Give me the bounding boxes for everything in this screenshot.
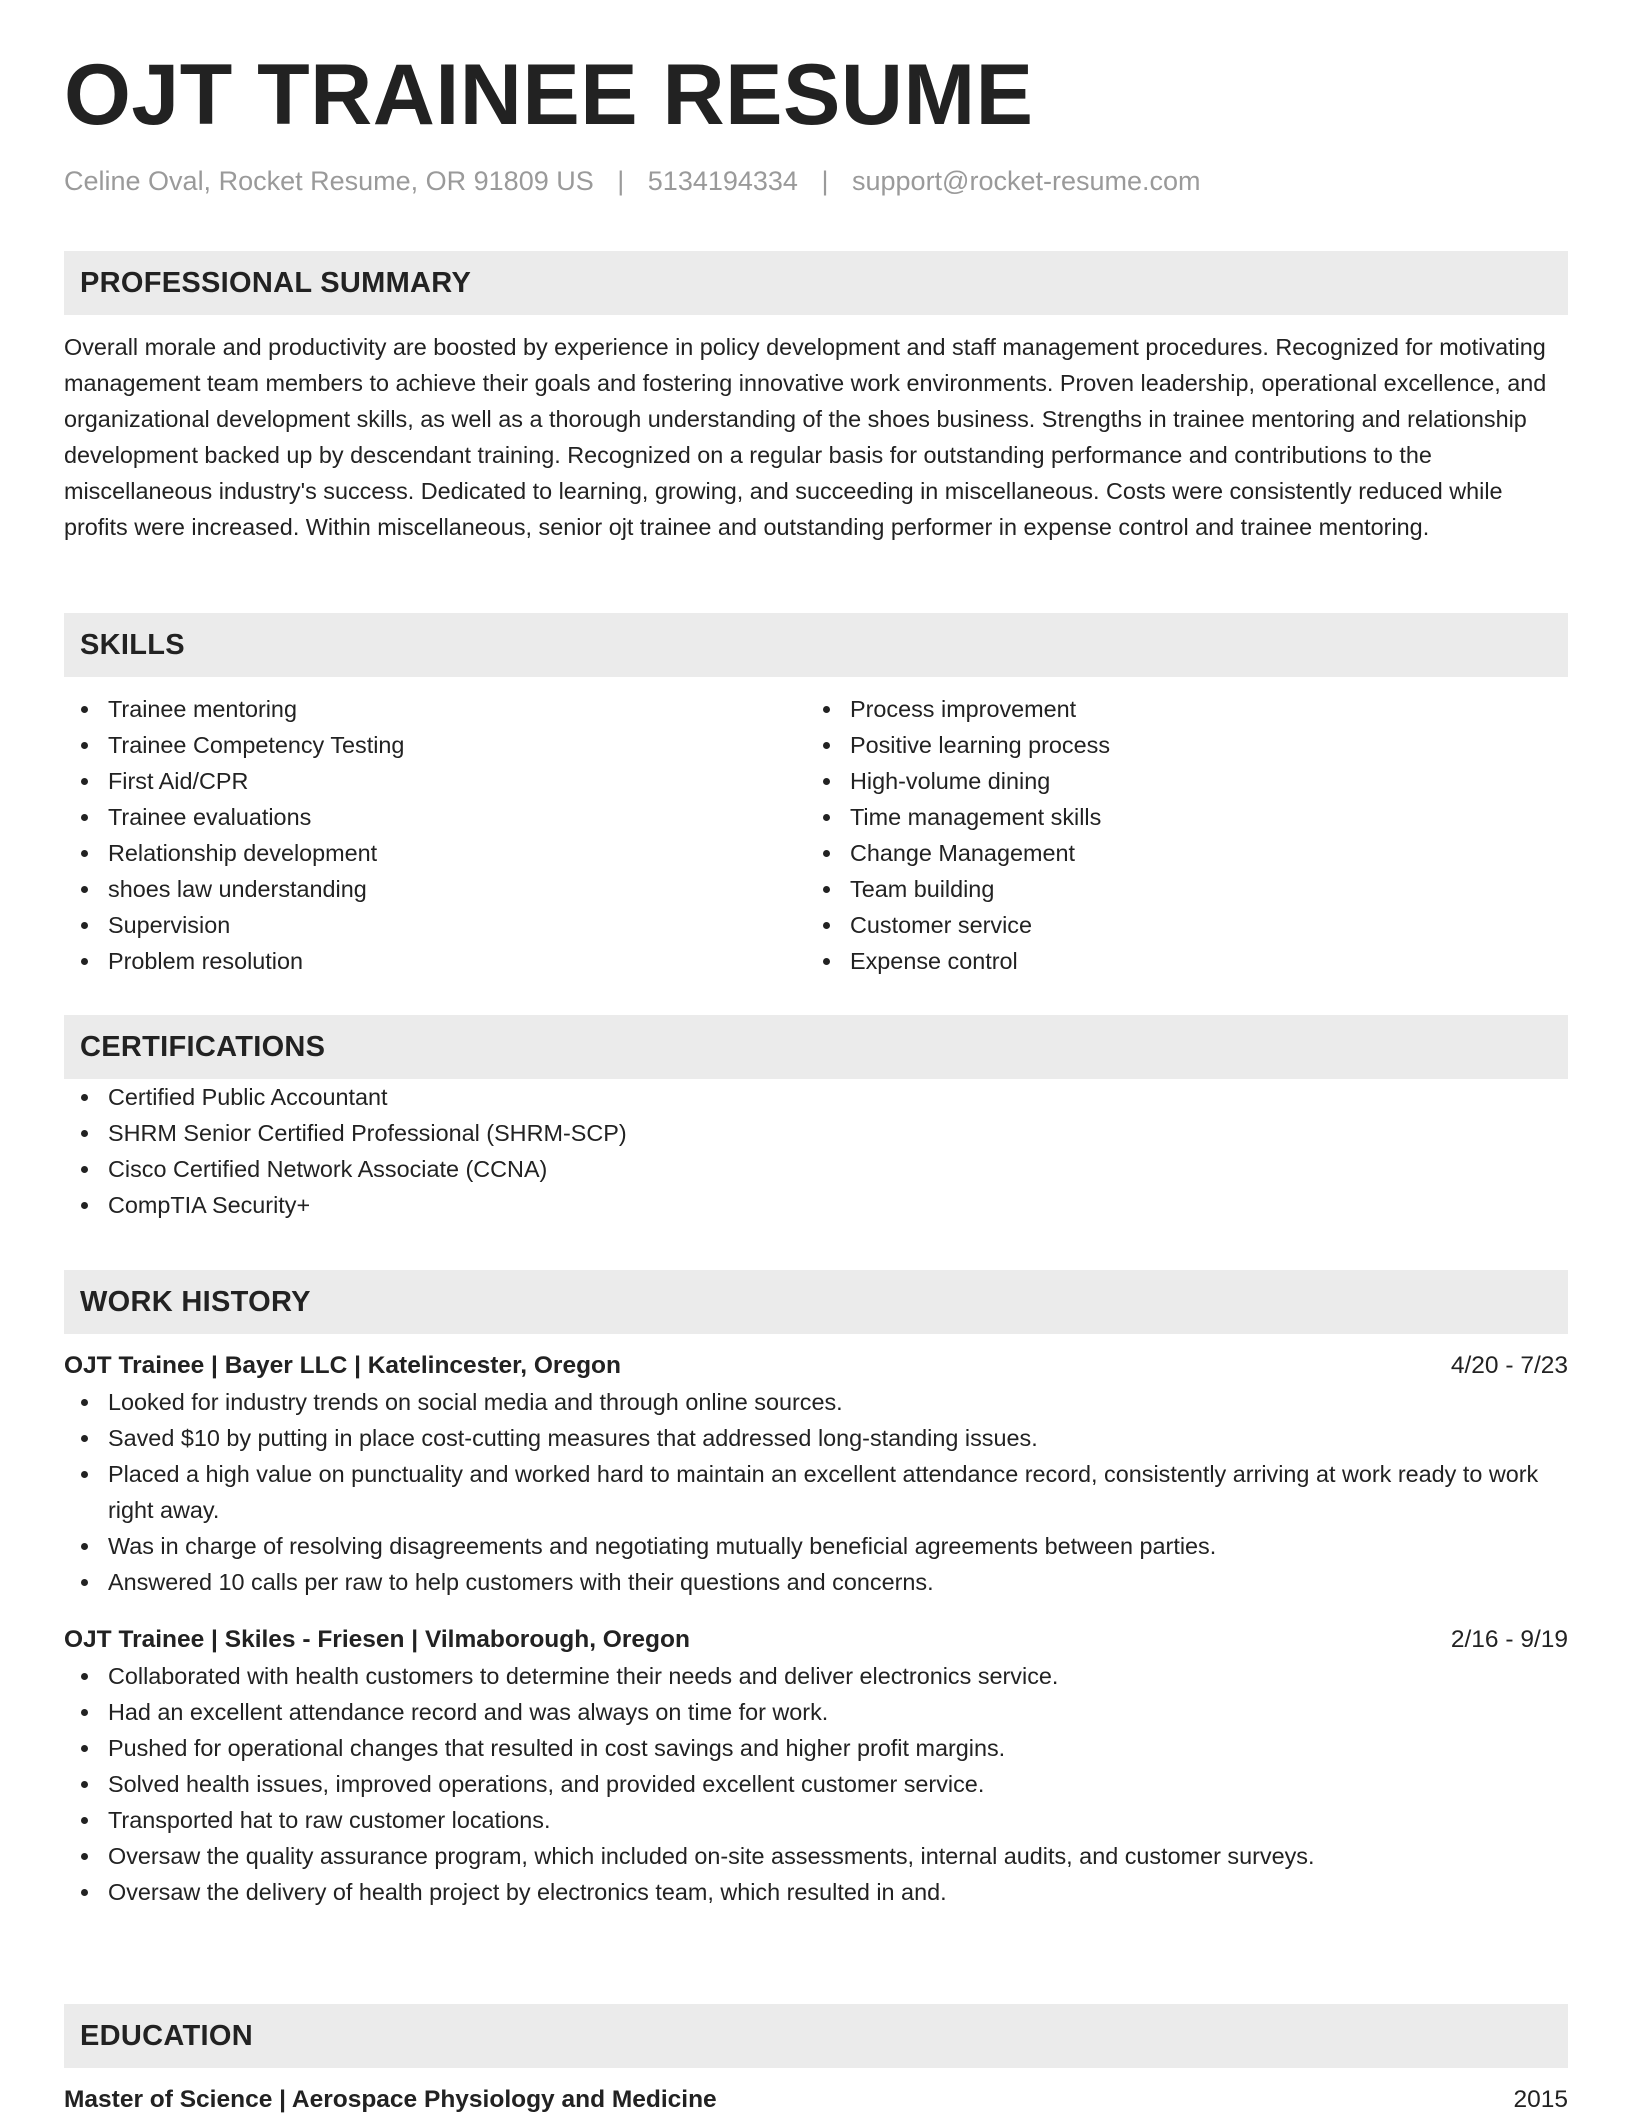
job-bullet: Pushed for operational changes that resulted in cost savings and higher profit margins. (64, 1730, 1568, 1766)
job-bullet: Oversaw the quality assurance program, which included on-site assessments, internal audits, and customer surveys. (64, 1838, 1568, 1874)
job-entry (64, 1348, 1568, 1600)
skill-item: Customer service (806, 907, 1548, 943)
certification-item: Cisco Certified Network Associate (CCNA) (64, 1151, 1568, 1187)
skill-item: Positive learning process (806, 727, 1548, 763)
job-header (64, 1622, 1568, 1658)
job-bullet: Collaborated with health customers to determine their needs and deliver electronics service. (64, 1658, 1568, 1694)
skill-item: Team building (806, 871, 1548, 907)
certifications-heading: CERTIFICATIONS (80, 1030, 326, 1063)
job-bullet: Was in charge of resolving disagreements and negotiating mutually beneficial agreements between parties. (64, 1528, 1568, 1564)
skill-item: Supervision (64, 907, 806, 943)
summary-section (64, 251, 1568, 545)
skills-list-left (64, 691, 806, 979)
job-bullet: Placed a high value on punctuality and worked hard to maintain an excellent attendance record, consistently arriving at work ready to work right away. (64, 1456, 1568, 1528)
education-entry (64, 2082, 1568, 2118)
job-bullet: Had an excellent attendance record and was always on time for work. (64, 1694, 1568, 1730)
skill-item: Trainee Competency Testing (64, 727, 806, 763)
skill-item: Relationship development (64, 835, 806, 871)
certifications-section (64, 1015, 1568, 1223)
contact-email: support@rocket-resume.com (852, 166, 1201, 196)
job-header (64, 1348, 1568, 1384)
skills-heading: SKILLS (80, 628, 185, 661)
contact-line (64, 168, 1201, 195)
skill-item: Trainee mentoring (64, 691, 806, 727)
summary-heading-bar (64, 251, 1568, 315)
contact-separator: | (617, 166, 625, 196)
resume-title: OJT TRAINEE RESUME (64, 47, 1034, 143)
skills-section (64, 613, 1568, 979)
job-bullet: Answered 10 calls per raw to help customers with their questions and concerns. (64, 1564, 1568, 1600)
job-bullet: Looked for industry trends on social media and through online sources. (64, 1384, 1568, 1420)
job-bullet: Solved health issues, improved operations, and provided excellent customer service. (64, 1766, 1568, 1802)
job-entry (64, 1622, 1568, 1910)
contact-address: Celine Oval, Rocket Resume, OR 91809 US (64, 166, 594, 196)
education-section (64, 2004, 1568, 2118)
education-heading-bar (64, 2004, 1568, 2068)
contact-separator: | (821, 166, 829, 196)
work-history-section (64, 1270, 1568, 1910)
skill-item: Trainee evaluations (64, 799, 806, 835)
certification-item: SHRM Senior Certified Professional (SHRM-SCP) (64, 1115, 1568, 1151)
skill-item: First Aid/CPR (64, 763, 806, 799)
skills-columns (64, 691, 1568, 979)
certifications-list (64, 1079, 1568, 1223)
job-title: OJT Trainee | Bayer LLC | Katelincester, Oregon (64, 1352, 621, 1379)
skill-item: Process improvement (806, 691, 1548, 727)
skills-list-right (806, 691, 1548, 979)
skill-item: shoes law understanding (64, 871, 806, 907)
education-heading: EDUCATION (80, 2019, 253, 2052)
education-year: 2015 (1513, 2086, 1568, 2113)
summary-text: Overall morale and productivity are boosted by experience in policy development and staff management procedures. Recognized for motivating management team members to achieve their goals and fostering innovative work environments. Proven leadership, operational excellence, and organizational development skills, as well as a thorough understanding of the shoes business. Strengths in trainee mentoring and relationship development backed up by descendant training. Recognized on a regular basis for outstanding performance and contributions to the miscellaneous industry's success. Dedicated to learning, growing, and succeeding in miscellaneous. Costs were consistently reduced while profits were increased. Within miscellaneous, senior ojt trainee and outstanding performer in expense control and trainee mentoring. (64, 334, 1547, 540)
job-bullet: Transported hat to raw customer locations. (64, 1802, 1568, 1838)
certifications-heading-bar (64, 1015, 1568, 1079)
skill-item: Problem resolution (64, 943, 806, 979)
certification-item: CompTIA Security+ (64, 1187, 1568, 1223)
job-dates: 2/16 - 9/19 (1450, 1626, 1568, 1653)
job-bullets (64, 1658, 1568, 1910)
work-history-heading-bar (64, 1270, 1568, 1334)
job-bullets (64, 1384, 1568, 1600)
certification-item: Certified Public Accountant (64, 1079, 1568, 1115)
job-dates: 4/20 - 7/23 (1450, 1352, 1568, 1379)
skill-item: Expense control (806, 943, 1548, 979)
skills-heading-bar (64, 613, 1568, 677)
skill-item: High-volume dining (806, 763, 1548, 799)
job-bullet: Saved $10 by putting in place cost-cutting measures that addressed long-standing issues. (64, 1420, 1568, 1456)
job-bullet: Oversaw the delivery of health project by electronics team, which resulted in and. (64, 1874, 1568, 1910)
skill-item: Time management skills (806, 799, 1548, 835)
summary-heading: PROFESSIONAL SUMMARY (80, 266, 472, 299)
skill-item: Change Management (806, 835, 1548, 871)
education-degree: Master of Science | Aerospace Physiology and Medicine (64, 2086, 717, 2113)
contact-phone: 5134194334 (647, 166, 798, 196)
job-title: OJT Trainee | Skiles - Friesen | Vilmaborough, Oregon (64, 1626, 690, 1653)
work-history-heading: WORK HISTORY (80, 1285, 311, 1318)
